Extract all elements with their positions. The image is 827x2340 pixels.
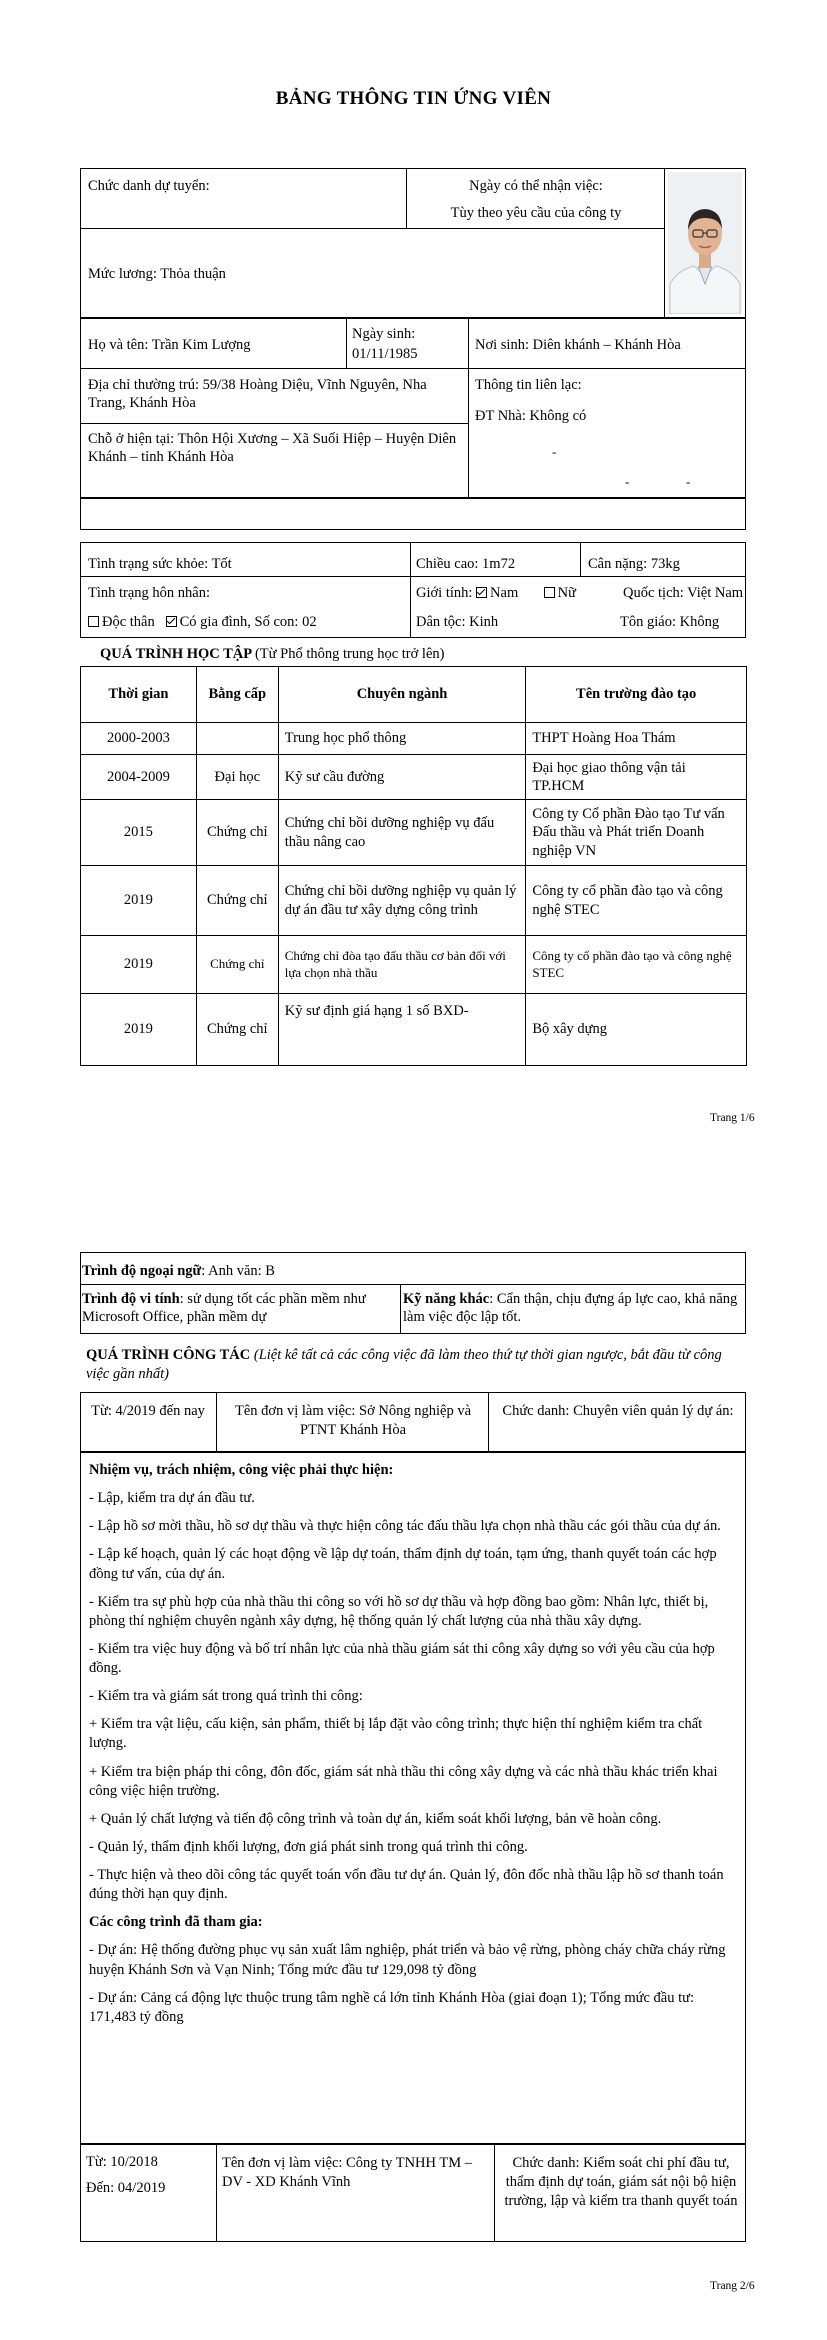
contact-label: Thông tin liên lạc: (475, 377, 582, 393)
col-major: Chuyên ngành (278, 667, 526, 723)
page-number-2: Trang 2/6 (710, 2280, 755, 2292)
current-address: Chỗ ở hiện tại: Thôn Hội Xương – Xã Suối Hiệp – Huyện Diên Khánh – tỉnh Khánh Hòa (88, 431, 457, 466)
list-item: - Thực hiện và theo dõi công tác quyết toán vốn đầu tư dự án. Quản lý, đôn đốc nhà thầu lập hồ sơ thanh toán đúng thời hạn quy định. (89, 1867, 724, 1903)
name-text: Họ và tên: Trần Kim Lượng (88, 337, 251, 353)
col-time: Thời gian (81, 667, 197, 723)
projects-heading: Các công trình đã tham gia: (89, 1914, 263, 1931)
work-heading: QUÁ TRÌNH CÔNG TÁC (Liệt kê tất cả các công việc đã làm theo thứ tự thời gian ngược, bắt đầu từ công việc gần nhất) (86, 1347, 722, 1382)
male-label: Nam (490, 585, 519, 601)
job1-title: Chức danh: Chuyên viên quản lý dự án: (502, 1403, 734, 1419)
page-number-1: Trang 1/6 (710, 1112, 755, 1124)
married-checkbox[interactable] (166, 616, 177, 627)
marital-label: Tình trạng hôn nhân: (88, 585, 211, 601)
home-phone: ĐT Nhà: Không có (475, 408, 587, 424)
table-row: 2004-2009 Đại học Kỹ sư cầu đường Đại học giao thông vận tải TP.HCM (81, 755, 747, 800)
list-item: - Dự án: Hệ thống đường phục vụ sản xuất lâm nghiệp, phát triển và bảo vệ rừng, phòng cháy chữa cháy rừng huyện Khánh Sơn và Vạn Ninh; Tổng mức đầu tư 129,098 tỷ đồng (89, 1942, 726, 1978)
contact-dash-2: - (625, 474, 630, 489)
single-label: Độc thân (102, 614, 155, 630)
list-item: + Kiểm tra vật liệu, cấu kiện, sản phẩm, thiết bị lắp đặt vào công trình; thực hiện thí nghiệm kiểm tra chất lượng. (89, 1716, 703, 1752)
female-label: Nữ (557, 585, 576, 601)
list-item: - Lập, kiểm tra dự án đầu tư. (89, 1490, 255, 1507)
table-row: 2019 Chứng chỉ Chứng chỉ bồi dưỡng nghiệp vụ quản lý dự án đầu tư xây dựng công trình Công ty cổ phần đào tạo và công nghệ STEC (81, 866, 747, 936)
dob-value: 01/11/1985 (352, 346, 418, 362)
married-label: Có gia đình, Số con: 02 (179, 614, 317, 630)
document-title: BẢNG THÔNG TIN ỨNG VIÊN (275, 88, 552, 109)
list-item: - Quản lý, thẩm định khối lượng, đơn giá phát sinh trong quá trình thi công. (89, 1838, 528, 1855)
list-item: - Lập kế hoạch, quản lý các hoạt động về lập dự toán, thẩm định dự toán, tạm ứng, thanh quyết toán các hợp đồng tư vấn, của dự án. (89, 1546, 717, 1582)
job2-period-to: Đến: 04/2019 (86, 2180, 166, 2196)
list-item: - Dự án: Cảng cá động lực thuộc trung tâm nghề cá lớn tỉnh Khánh Hòa (giai đoạn 1); Tổng mức đầu tư: 171,483 tỷ đồng (89, 1989, 694, 2025)
available-date-value: Tùy theo yêu cầu của công ty (450, 205, 622, 221)
job2-title: Chức danh: Kiểm soát chi phí đầu tư, thẩm định dự toán, giám sát nội bộ hiện trường, lập và kiểm tra thanh quyết toán (504, 2155, 738, 2209)
education-heading: QUÁ TRÌNH HỌC TẬP (Từ Phổ thông trung học trở lên) (100, 646, 445, 662)
available-date-label: Ngày có thể nhận việc: (469, 178, 603, 194)
table-row: 2019 Chứng chỉ Kỹ sư định giá hạng 1 số BXD- Bộ xây dựng (81, 994, 747, 1066)
table-row: 2000-2003 Trung học phổ thông THPT Hoàng Hoa Thám (81, 723, 747, 755)
permanent-address: Địa chỉ thường trú: 59/38 Hoàng Diệu, Vĩnh Nguyên, Nha Trang, Khánh Hòa (88, 377, 427, 412)
position-applied-label: Chức danh dự tuyển: (88, 178, 210, 194)
health-text: Tình trạng sức khỏe: Tốt (88, 556, 232, 572)
birthplace-text: Nơi sinh: Diên khánh – Khánh Hòa (475, 337, 681, 353)
other-skill-text: Kỹ năng khác: Cẩn thận, chịu đựng áp lực cao, khả năng làm việc độc lập tốt. (403, 1291, 738, 1326)
duties-content (89, 1461, 739, 2036)
computer-skill-text: Trình độ vi tính: sử dụng tốt các phần mềm như Microsoft Office, phần mềm dự (82, 1291, 366, 1326)
job1-duties-box (80, 1452, 746, 2144)
contact-dash-3: - (686, 474, 691, 489)
blank-row (80, 498, 746, 530)
job2-employer: Tên đơn vị làm việc: Công ty TNHH TM – DV - XD Khánh Vĩnh (222, 2155, 472, 2190)
salary-text: Mức lương: Thỏa thuận (88, 266, 226, 282)
candidate-photo (668, 172, 742, 314)
list-item: - Kiểm tra việc huy động và bố trí nhân lực của nhà thầu giám sát thi công xây dựng so với yêu cầu của hợp đồng. (89, 1640, 715, 1676)
list-item: - Kiểm tra sự phù hợp của nhà thầu thi công so với hồ sơ dự thầu và hợp đồng bao gồm: Nhân lực, thiết bị, phòng thí nghiệm chuyên ngành xây dựng, hệ thống quản lý chất lượng của nhà thầu xây dựng. (89, 1593, 709, 1629)
list-item: + Kiểm tra biện pháp thi công, đôn đốc, giám sát nhà thầu thi công xây dựng và các nhà thầu khác triển khai công việc hiện trường. (89, 1763, 718, 1799)
person-photo-icon (668, 172, 742, 314)
language-text: Trình độ ngoại ngữ: Anh văn: B (82, 1263, 275, 1279)
male-checkbox[interactable] (476, 587, 487, 598)
contact-dash-1: - (552, 444, 557, 459)
nationality-text: Quốc tịch: Việt Nam (623, 585, 744, 601)
female-checkbox[interactable] (544, 587, 555, 598)
ethnicity-text: Dân tộc: Kinh (416, 614, 499, 630)
list-item: - Kiểm tra và giám sát trong quá trình thi công: (89, 1688, 363, 1705)
col-school: Tên trường đào tạo (526, 667, 747, 723)
job1-period: Từ: 4/2019 đến nay (91, 1403, 205, 1419)
job2-period-from: Từ: 10/2018 (86, 2154, 158, 2170)
job1-employer: Tên đơn vị làm việc: Sở Nông nghiệp và PTNT Khánh Hòa (234, 1403, 471, 1439)
list-item: - Lập hồ sơ mời thầu, hồ sơ dự thầu và thực hiện công tác đấu thầu lựa chọn nhà thầu các gói thầu của dự án. (89, 1518, 721, 1535)
education-table (80, 666, 747, 1066)
single-checkbox[interactable] (88, 616, 99, 627)
col-degree: Bằng cấp (196, 667, 278, 723)
dob-label: Ngày sinh: (352, 326, 416, 342)
marital-options (88, 614, 317, 631)
table-row: 2015 Chứng chỉ Chứng chỉ bồi dưỡng nghiệp vụ đấu thầu nâng cao Công ty Cổ phần Đào tạo Tư vấn Đấu thầu và Phát triển Doanh nghiệp VN (81, 800, 747, 866)
list-item: + Quản lý chất lượng và tiến độ công trình và toàn dự án, kiểm soát khối lượng, bản vẽ hoàn công. (89, 1810, 662, 1827)
height-text: Chiều cao: 1m72 (416, 556, 516, 572)
gender-label: Giới tính: (416, 585, 473, 601)
gender-row (416, 585, 576, 602)
religion-text: Tôn giáo: Không (620, 614, 720, 630)
table-row: 2019 Chứng chỉ Chứng chỉ đòa tạo đấu thầu cơ bản đối với lựa chọn nhà thầu Công ty cổ phần đào tạo và công nghệ STEC (81, 936, 747, 994)
weight-text: Cân nặng: 73kg (588, 556, 680, 572)
duties-heading: Nhiệm vụ, trách nhiệm, công việc phải thực hiện: (89, 1462, 394, 1478)
